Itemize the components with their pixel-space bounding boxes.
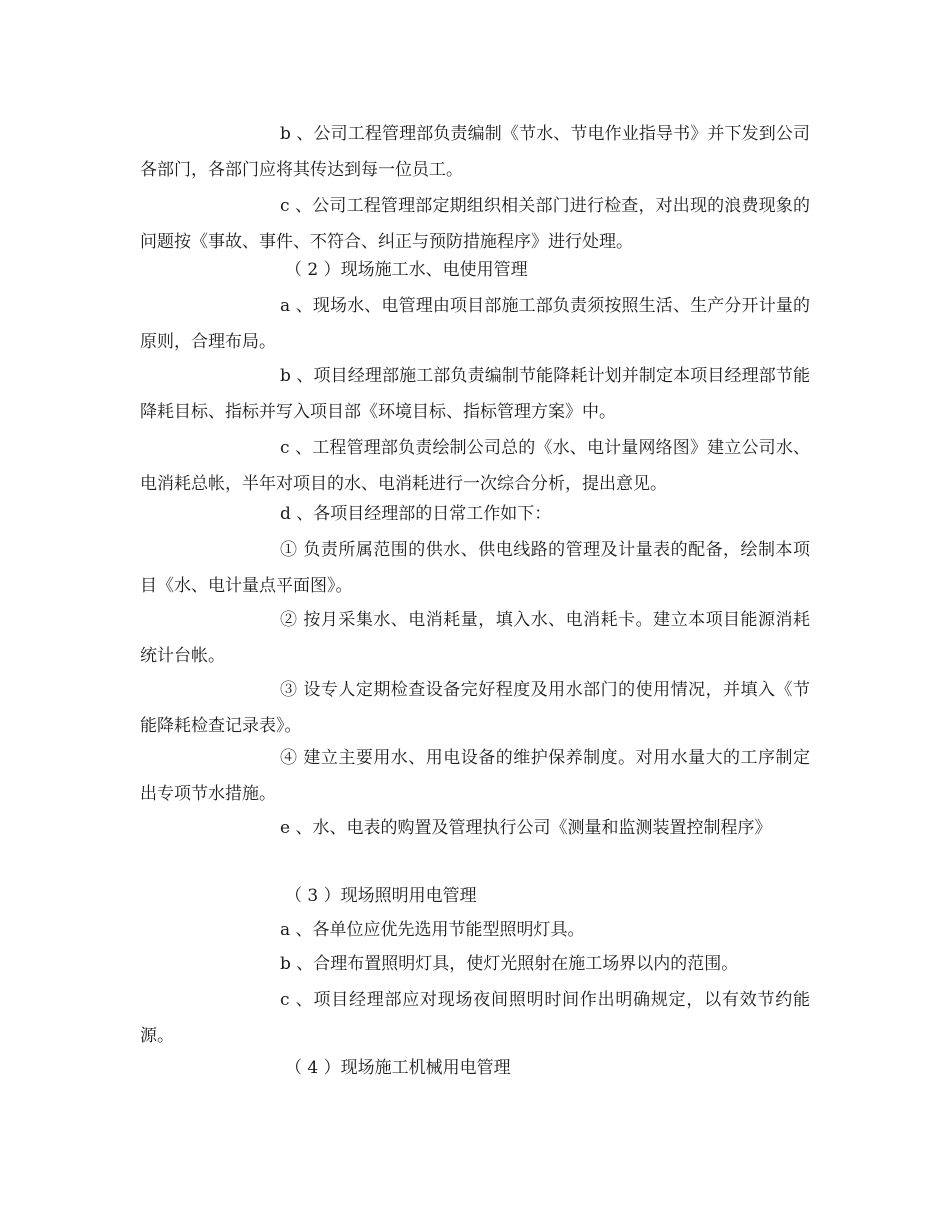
paragraph-2: c 、公司工程管理部定期组织相关部门进行检查，对出现的浪费现象的问题按《事故、事件、不符合、纠正与预防措施程序》进行处理。 xyxy=(140,196,810,252)
paragraph-14: c 、项目经理部应对现场夜间照明时间作出明确规定，以有效节约能源。 xyxy=(140,990,810,1046)
paragraph-3: a 、现场水、电管理由项目部施工部负责须按照生活、生产分开计量的原则，合理布局。 xyxy=(140,296,810,352)
section-heading-2: （ 2 ）现场施工水、电使用管理 xyxy=(285,260,528,280)
paragraph-6: d 、各项目经理部的日常工作如下： xyxy=(280,504,552,524)
section-heading-3: （ 3 ）现场照明用电管理 xyxy=(285,886,477,906)
paragraph-13: b 、合理布置照明灯具，使灯光照射在施工场界以内的范围。 xyxy=(280,954,739,974)
paragraph-10: ④ 建立主要用水、用电设备的维护保养制度。对用水量大的工序制定出专项节水措施。 xyxy=(140,748,810,804)
paragraph-11: e 、水、电表的购置及管理执行公司《测量和监测装置控制程序》 xyxy=(280,818,772,838)
paragraph-4: b 、项目经理部施工部负责编制节能降耗计划并制定本项目经理部节能降耗目标、指标并写入项目部《环境目标、指标管理方案》中。 xyxy=(140,366,810,422)
paragraph-1: b 、公司工程管理部负责编制《节水、节电作业指导书》并下发到公司各部门，各部门应将其传达到每一位员工。 xyxy=(140,124,810,180)
section-heading-4: （ 4 ）现场施工机械用电管理 xyxy=(285,1058,511,1078)
paragraph-8: ② 按月采集水、电消耗量，填入水、电消耗卡。建立本项目能源消耗统计台帐。 xyxy=(140,610,810,666)
paragraph-5: c 、工程管理部负责绘制公司总的《水、电计量网络图》建立公司水、电消耗总帐，半年对项目的水、电消耗进行一次综合分析，提出意见。 xyxy=(140,438,810,494)
paragraph-12: a 、各单位应优先选用节能型照明灯具。 xyxy=(280,920,585,940)
paragraph-7: ① 负责所属范围的供水、供电线路的管理及计量表的配备，绘制本项目《水、电计量点平面图》。 xyxy=(140,540,810,596)
paragraph-9: ③ 设专人定期检查设备完好程度及用水部门的使用情况，并填入《节能降耗检查记录表》。 xyxy=(140,680,810,736)
